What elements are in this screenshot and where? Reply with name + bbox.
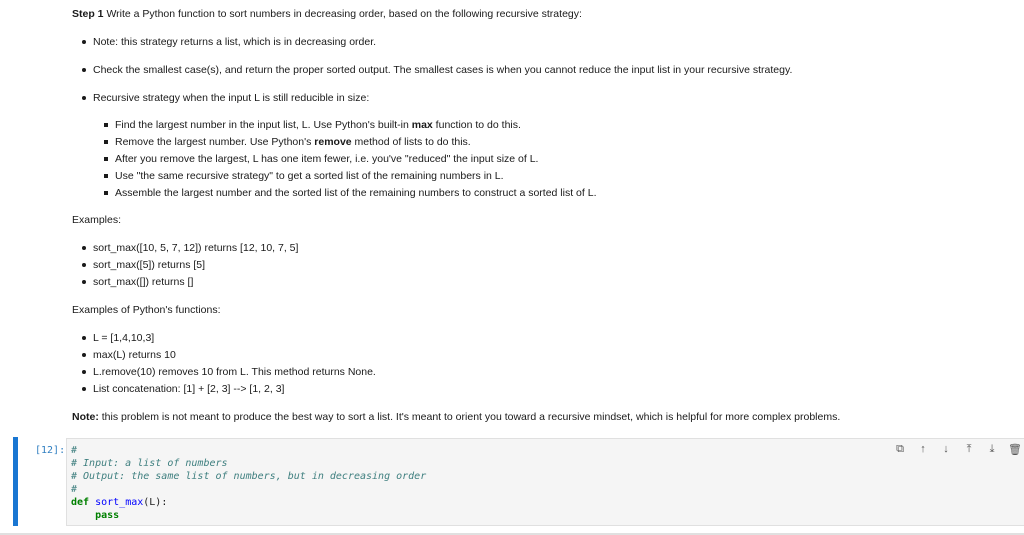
sub-bullet-find-largest: Find the largest number in the input list, L. Use Python's built-in max function to do this. (104, 119, 521, 131)
delete-icon[interactable]: 🗑 (1008, 444, 1022, 456)
function-item: L = [1,4,10,3] (82, 332, 154, 344)
example-item: sort_max([]) returns [] (82, 276, 193, 288)
note-paragraph (72, 411, 840, 423)
step-text: Write a Python function to sort numbers in decreasing order, based on the following recursive strategy: (106, 8, 582, 20)
function-item: max(L) returns 10 (82, 349, 176, 361)
code-editor[interactable] (66, 438, 1024, 526)
move-up-icon[interactable]: ↑ (920, 443, 926, 455)
bullet-note (82, 36, 376, 48)
bullet-text: Note: this strategy returns a list, which is in decreasing order. (93, 36, 377, 48)
code-line-3: # Output: the same list of numbers, but in decreasing order (71, 471, 427, 482)
copy-icon[interactable]: ⧉ (896, 443, 904, 455)
insert-below-icon[interactable]: ⤓ (989, 443, 995, 455)
bullet-text: Check the smallest case(s), and return the proper sorted output. The smallest cases is when you cannot reduce the input list in your recursive strategy. (93, 64, 793, 76)
move-down-icon[interactable]: ↓ (943, 443, 949, 455)
cell-selection-bar (13, 437, 18, 526)
bullet-smallest-case (82, 64, 792, 76)
step-title (72, 8, 582, 20)
functions-heading: Examples of Python's functions: (72, 304, 221, 316)
cell-prompt: [12]: (35, 445, 66, 456)
cell-toolbar (893, 443, 1022, 456)
code-line-4: # (71, 484, 78, 495)
code-cell[interactable] (13, 437, 1024, 526)
example-item: sort_max([10, 5, 7, 12]) returns [12, 10, 7, 5] (82, 242, 298, 254)
bullet-recursive-strategy (82, 92, 369, 104)
code-line-6: pass (95, 510, 120, 521)
sub-bullet-assemble: Assemble the largest number and the sorted list of the remaining numbers to construct a sorted list of L. (104, 187, 597, 199)
bullet-text: Recursive strategy when the input L is still reducible in size: (93, 92, 370, 104)
sub-bullet-same-strategy: Use "the same recursive strategy" to get a sorted list of the remaining numbers in L. (104, 170, 504, 182)
example-item: sort_max([5]) returns [5] (82, 259, 205, 271)
sub-bullet-reduced: After you remove the largest, L has one item fewer, i.e. you've "reduced" the input size of L. (104, 153, 538, 165)
function-item: List concatenation: [1] + [2, 3] --> [1, 2, 3] (82, 383, 284, 395)
examples-heading: Examples: (72, 214, 122, 226)
note-text: this problem is not meant to produce the best way to sort a list. It's meant to orient you toward a recursive mindset, which is helpful for more complex problems. (98, 411, 841, 423)
note-label: Note: (72, 411, 99, 423)
code-line-1: # (71, 445, 78, 456)
code-line-5: def sort_max(L): (71, 497, 168, 508)
step-label: Step 1 (72, 8, 104, 20)
code-line-2: # Input: a list of numbers (71, 458, 228, 469)
sub-bullet-remove-largest: Remove the largest number. Use Python's remove method of lists to do this. (104, 136, 471, 148)
insert-above-icon[interactable]: ⤒ (966, 443, 972, 455)
function-item: L.remove(10) removes 10 from L. This method returns None. (82, 366, 376, 378)
